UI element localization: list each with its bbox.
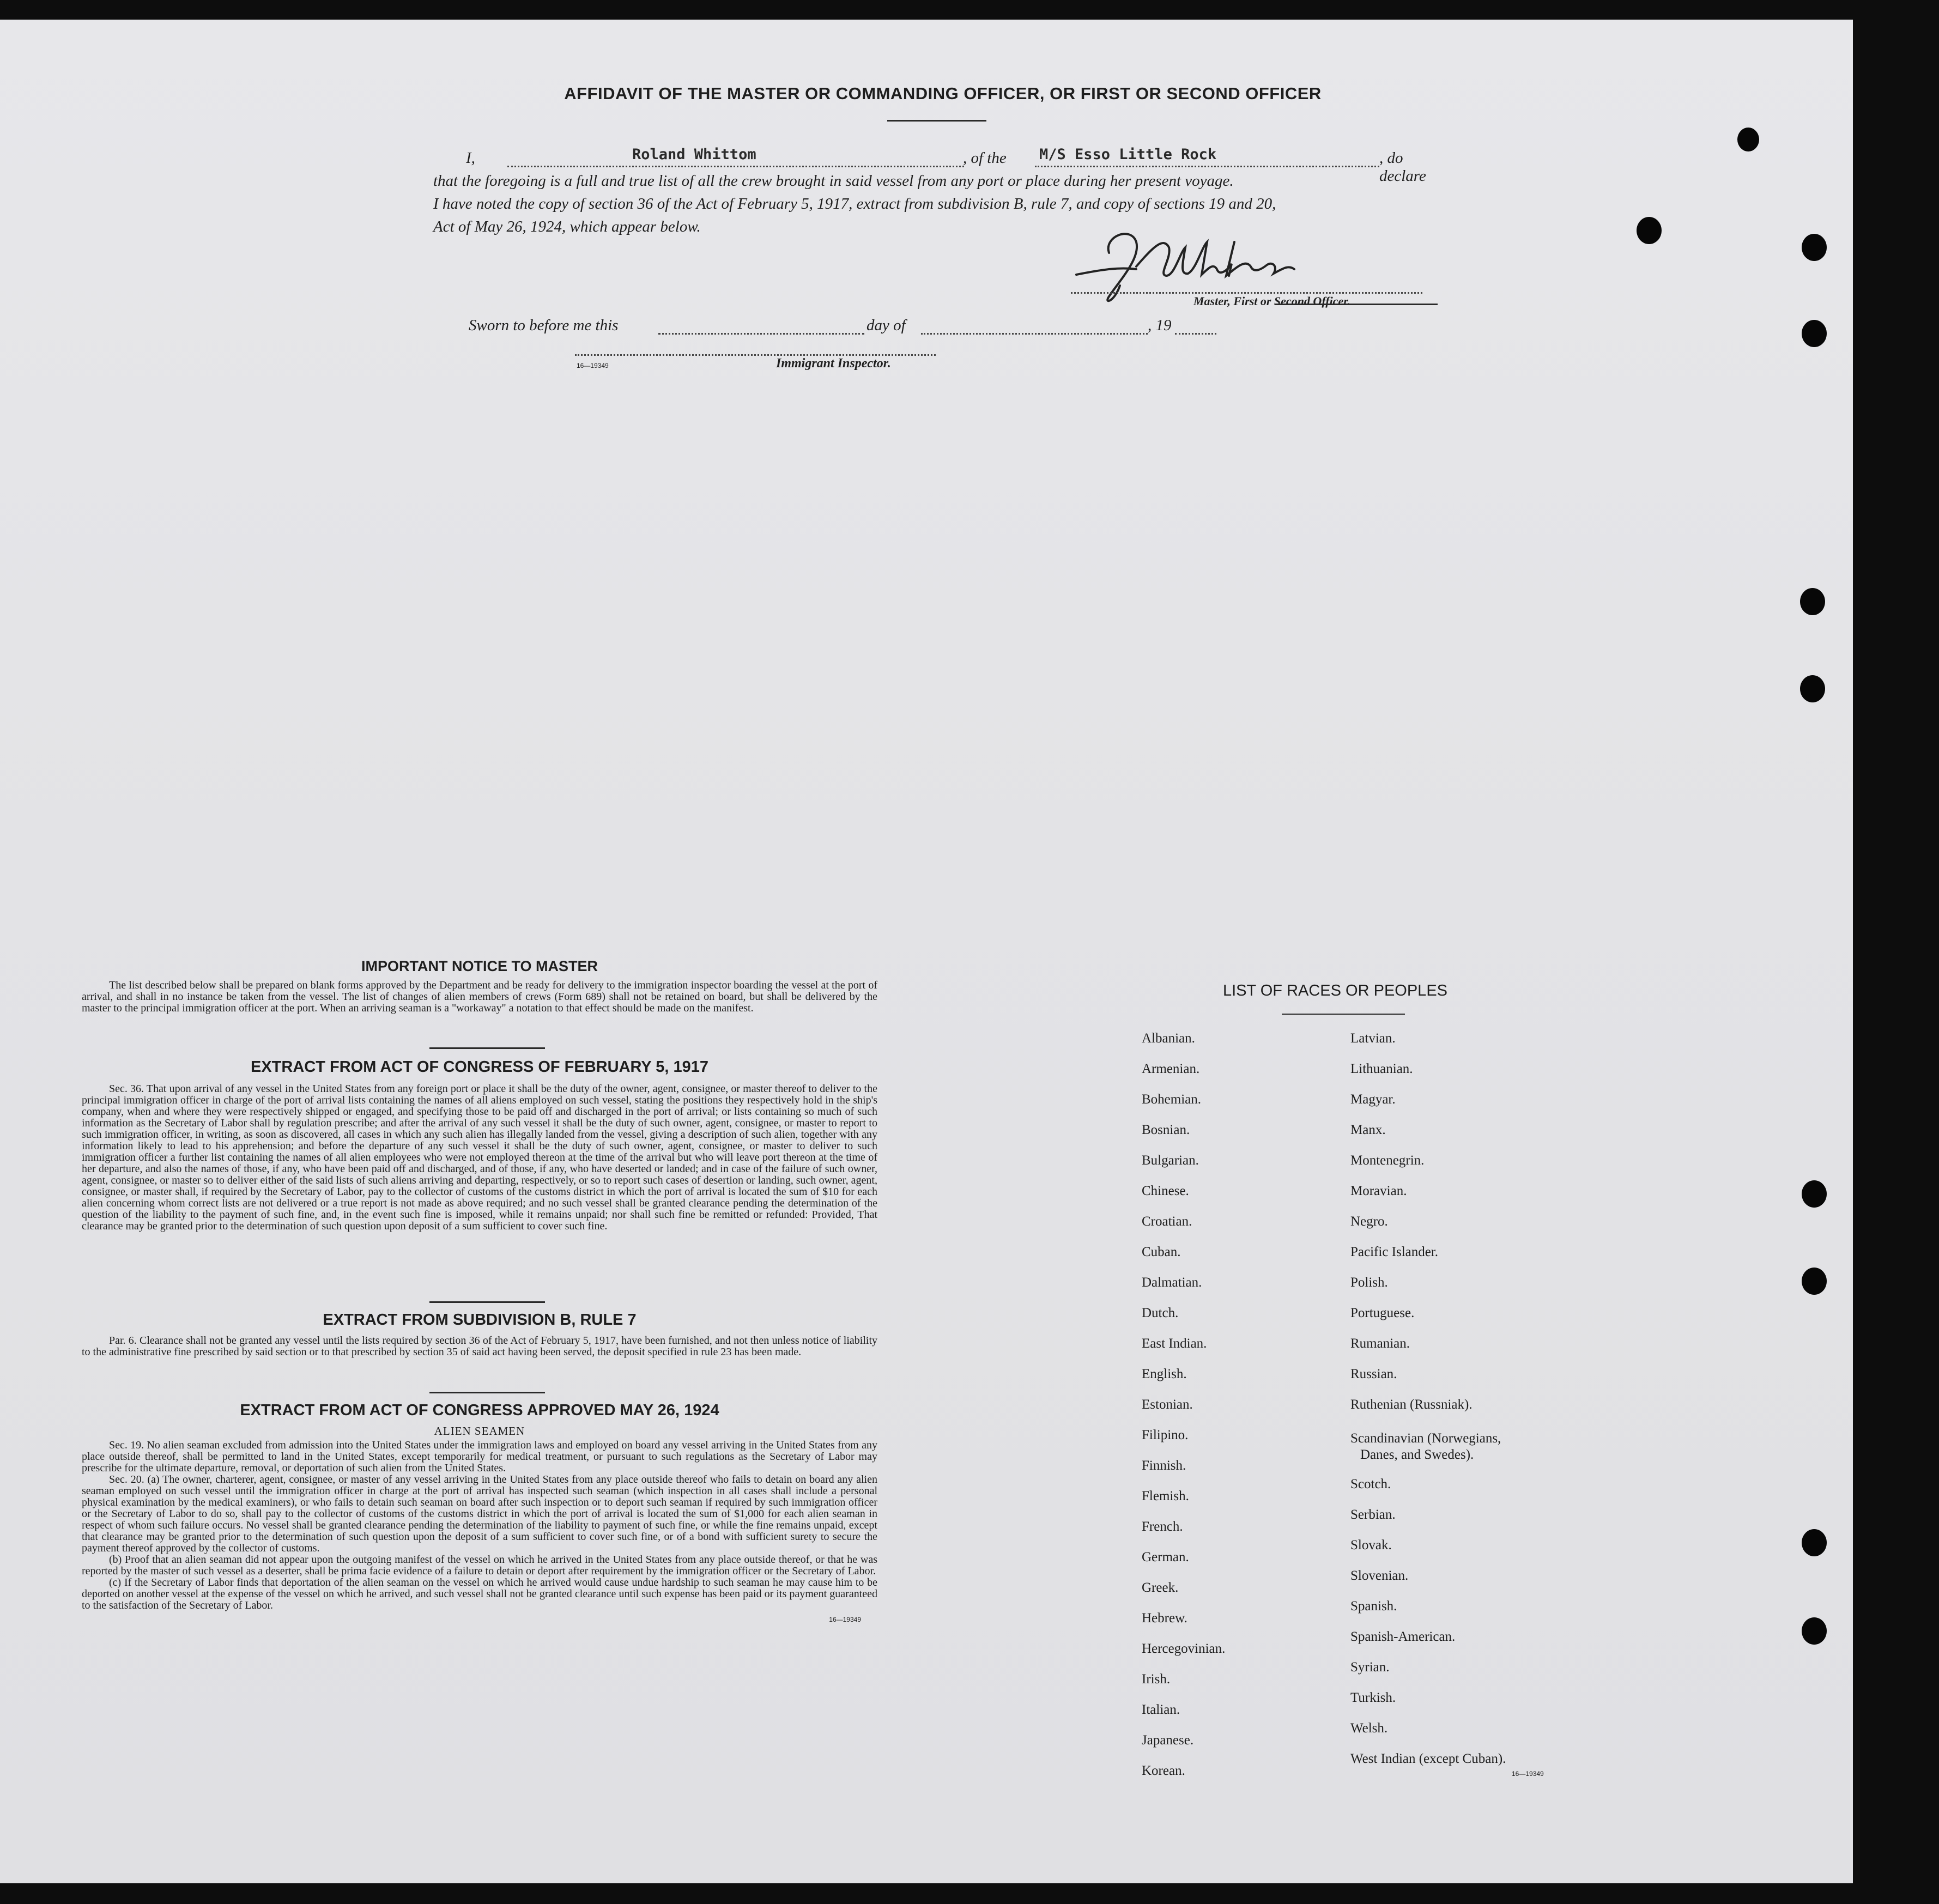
race-item: Irish. bbox=[1142, 1672, 1171, 1687]
punch-hole bbox=[1802, 1529, 1827, 1556]
race-item: Polish. bbox=[1350, 1275, 1388, 1290]
race-item: Italian. bbox=[1142, 1702, 1180, 1717]
race-item: Chinese. bbox=[1142, 1184, 1189, 1198]
race-item: Spanish. bbox=[1350, 1599, 1397, 1614]
race-item: Pacific Islander. bbox=[1350, 1245, 1439, 1259]
races-title: LIST OF RACES OR PEOPLES bbox=[1222, 982, 1448, 999]
sworn-line bbox=[469, 317, 1232, 341]
race-item: Scandinavian (Norwegians, bbox=[1350, 1431, 1501, 1446]
race-item: Bosnian. bbox=[1142, 1123, 1190, 1137]
affidavit-title: AFFIDAVIT OF THE MASTER OR COMMANDING OFFICER, OR FIRST OR SECOND OFFICER bbox=[564, 84, 1322, 103]
section-divider bbox=[429, 1392, 545, 1393]
punch-hole bbox=[1802, 1180, 1827, 1208]
race-item: Scotch. bbox=[1350, 1477, 1391, 1491]
race-item: Serbian. bbox=[1350, 1507, 1396, 1522]
sec-19: Sec. 19. No alien seaman excluded from admission into the United States under the immigration laws and employed on board any vessel arriving in the United States from any place outside thereof, shall be permitted to land in the United States, except temporarily for medical treatment, or pursuant to such regulations as the Secretary of Labor may prescribe for the ultimate departure, removal, or deportation of such alien from the United States. bbox=[82, 1439, 877, 1474]
race-item: Korean. bbox=[1142, 1763, 1185, 1778]
race-item: Croatian. bbox=[1142, 1214, 1192, 1229]
section-divider bbox=[429, 1047, 545, 1049]
vessel-name-field[interactable]: M/S Esso Little Rock bbox=[1039, 146, 1217, 163]
race-item: Flemish. bbox=[1142, 1489, 1189, 1503]
race-item: Albanian. bbox=[1142, 1031, 1195, 1046]
race-item: Lithuanian. bbox=[1350, 1062, 1413, 1076]
extract-rule7-title: EXTRACT FROM SUBDIVISION B, RULE 7 bbox=[323, 1311, 637, 1329]
race-item: German. bbox=[1142, 1550, 1189, 1565]
document-page bbox=[0, 20, 1853, 1883]
day-of-label: day of bbox=[867, 317, 906, 334]
races-left-column bbox=[1142, 1031, 1338, 1794]
race-item: Turkish. bbox=[1350, 1690, 1396, 1705]
punch-hole bbox=[1737, 128, 1759, 151]
race-item: Ruthenian (Russniak). bbox=[1350, 1397, 1473, 1412]
race-item: Manx. bbox=[1350, 1123, 1386, 1137]
race-item: Portuguese. bbox=[1350, 1306, 1415, 1320]
year-label: , 19 bbox=[1148, 317, 1172, 334]
race-item: Welsh. bbox=[1350, 1721, 1388, 1736]
punch-hole bbox=[1802, 1617, 1827, 1645]
punch-hole bbox=[1800, 675, 1825, 702]
race-item: Dalmatian. bbox=[1142, 1275, 1202, 1290]
extract-1917-body: Sec. 36. That upon arrival of any vessel in the United States from any foreign port or place it shall be the duty of the owner, agent, consignee, or master thereof to deliver to the principal immigration officer in charge of the port of arrival lists containing the names of all aliens employed on such vessel, stating the positions they respectively hold in the ship's company, when and where they were respectively shipped or engaged, and specifying those to be paid off and discharged in the port of arrival; or lists containing so much of such information as the Secretary of Labor shall by regulation prescribe; and after the arrival of any such vessel it shall be the duty of such owner, agent, consignee, or master to report to such immigration officer, in writing, as soon as discovered, all cases in which any such alien has illegally landed from the vessel, giving a description of such alien, together with any information likely to lead to his apprehension; and before the departure of any such vessel it shall be the duty of such owner, agent, consignee, or master to deliver to such immigration officer a further list containing the names of all alien employees who were not employed thereon at the time of the arrival but who will leave port thereon at the time of her departure, and also the names of those, if any, who have been paid off and discharged, and of those, if any, who have deserted or landed; and in case of the failure of such owner, agent, consignee, or master so to deliver either of the said lists of such aliens arriving and departing, respectively, or so to report such cases of desertion or landing, such owner, agent, consignee, or master shall, if required by the Secretary of Labor, pay to the collector of customs of the customs district in which the port of arrival is located the sum of $10 for each alien concerning whom correct lists are not delivered or a true report is not made as above required; and no such vessel shall be granted clearance pending the determination of the question of the liability to the payment of such fine, and, in the event such fine is imposed, while it remains unpaid; nor shall such fine be remitted or refunded: Provided, That clearance may be granted prior to the determination of such question upon deposit of a sum sufficient to cover such fine. bbox=[82, 1083, 877, 1232]
race-item: Finnish. bbox=[1142, 1458, 1186, 1473]
race-item: Syrian. bbox=[1350, 1660, 1390, 1675]
race-item: Moravian. bbox=[1350, 1184, 1407, 1198]
i-label: I, bbox=[466, 149, 475, 167]
race-item: West Indian (except Cuban). bbox=[1350, 1751, 1506, 1766]
race-item: Bohemian. bbox=[1142, 1092, 1202, 1107]
signature-caption: Master, First or Second Officer. bbox=[1193, 294, 1351, 308]
sworn-label: Sworn to before me this bbox=[469, 317, 619, 334]
section-divider bbox=[429, 1301, 545, 1303]
sec-20b: (b) Proof that an alien seaman did not appear upon the outgoing manifest of the vessel on which he arrived in the United States from any place outside thereof, or that he was reported by the master of such vessel as a deserter, shall be prima facie evidence of a failure to detain or deport after requirement by the immigration officer or the Secretary of Labor. bbox=[82, 1554, 877, 1577]
punch-hole bbox=[1802, 320, 1827, 347]
race-item: Negro. bbox=[1350, 1214, 1388, 1229]
form-number: 16—19349 bbox=[577, 362, 609, 369]
punch-hole bbox=[1637, 217, 1662, 244]
title-divider bbox=[887, 120, 986, 122]
sec-20c: (c) If the Secretary of Labor finds that deportation of the alien seaman on the vessel on which he arrived would cause undue hardship to such seaman he may cause him to be deported on another vessel at the expense of the vessel on which he arrived, and such vessel shall not be granted clearance until such expense has been paid or its payment guaranteed to the satisfaction of the Secretary of Labor. bbox=[82, 1576, 877, 1611]
of-the-label: , of the bbox=[963, 149, 1007, 167]
race-item: Estonian. bbox=[1142, 1397, 1193, 1412]
race-item: Armenian. bbox=[1142, 1062, 1200, 1076]
race-item: French. bbox=[1142, 1519, 1183, 1534]
inspector-signature-line[interactable] bbox=[575, 354, 936, 356]
race-item: Bulgarian. bbox=[1142, 1153, 1199, 1168]
inspector-label: Immigrant Inspector. bbox=[776, 356, 891, 371]
declaration-line-4: Act of May 26, 1924, which appear below. bbox=[433, 218, 701, 235]
race-item: Slovenian. bbox=[1350, 1568, 1409, 1583]
strike-line bbox=[1275, 304, 1438, 305]
race-item: Russian. bbox=[1350, 1367, 1397, 1381]
race-item: Cuban. bbox=[1142, 1245, 1181, 1259]
race-item: East Indian. bbox=[1142, 1336, 1207, 1351]
race-item: Magyar. bbox=[1350, 1092, 1396, 1107]
race-item: Japanese. bbox=[1142, 1733, 1194, 1748]
notice-title: IMPORTANT NOTICE TO MASTER bbox=[361, 958, 598, 974]
race-item: Greek. bbox=[1142, 1580, 1179, 1595]
race-item: Hebrew. bbox=[1142, 1611, 1187, 1626]
declaration-line-2: that the foregoing is a full and true list of all the crew brought in said vessel from any port or place during her present voyage. bbox=[433, 172, 1234, 190]
race-item: Hercegovinian. bbox=[1142, 1641, 1226, 1656]
punch-hole bbox=[1802, 234, 1827, 261]
races-right-column bbox=[1350, 1031, 1612, 1778]
declare-label: , do declare bbox=[1379, 149, 1426, 185]
race-item: Slovak. bbox=[1350, 1538, 1392, 1553]
declaration-line-3: I have noted the copy of section 36 of the Act of February 5, 1917, extract from subdivision B, rule 7, and copy of sections 19 and 20, bbox=[433, 195, 1276, 213]
race-item: Rumanian. bbox=[1350, 1336, 1410, 1351]
notice-body: The list described below shall be prepared on blank forms approved by the Department and be ready for delivery to the immigration inspector boarding the vessel at the port of arrival, and shall in no instance be taken from the vessel. The list of changes of alien members of crews (Form 689) shall not be retained on board, but shall be delivered by the master to the principal immigration officer at the port. When an arriving seaman is a "workaway" a notation to that effect should be made on the manifest. bbox=[82, 979, 877, 1014]
race-item: English. bbox=[1142, 1367, 1187, 1381]
punch-hole bbox=[1802, 1268, 1827, 1295]
master-name-field[interactable]: Roland Whittom bbox=[632, 146, 756, 163]
extract-rule7-body: Par. 6. Clearance shall not be granted any vessel until the lists required by section 36 of the Act of February 5, 1917, have been furnished, and not then unless notice of liability to the administrative fine prescribed by said section or to that prescribed by section 35 of said act having been served, the deposit specified in rule 23 has been made. bbox=[82, 1335, 877, 1358]
section-divider bbox=[1282, 1014, 1405, 1015]
race-item: Danes, and Swedes). bbox=[1360, 1447, 1474, 1462]
race-item: Filipino. bbox=[1142, 1428, 1189, 1442]
punch-hole bbox=[1800, 588, 1825, 615]
race-item: Montenegrin. bbox=[1350, 1153, 1425, 1168]
extract-1924-title: EXTRACT FROM ACT OF CONGRESS APPROVED MAY 26, 1924 bbox=[240, 1402, 719, 1419]
form-number: 16—19349 bbox=[829, 1616, 861, 1623]
extract-1917-title: EXTRACT FROM ACT OF CONGRESS OF FEBRUARY 5, 1917 bbox=[250, 1058, 709, 1076]
race-item: Dutch. bbox=[1142, 1306, 1179, 1320]
form-number: 16—19349 bbox=[1512, 1770, 1544, 1778]
race-item: Latvian. bbox=[1350, 1031, 1396, 1046]
sec-20a: Sec. 20. (a) The owner, charterer, agent, consignee, or master of any vessel arriving in the United States from any place outside thereof who fails to detain on board any alien seaman employed on such vessel until the immigration officer in charge at the port of arrival has inspected such seaman (which inspection in all cases shall include a personal physical examination by the medical examiners), or who fails to detain such seaman on board after such inspection or to deport such seaman if required by such immigration officer or the Secretary of Labor to do so, shall pay to the collector of customs of the customs district in which the port of arrival is located the sum of $1,000 for each alien seaman in respect of whom such failure occurs. No vessel shall be granted clearance pending the determination of the liability to payment of such fine, or while the fine remains unpaid, except that clearance may be granted prior to the determination of such question upon the deposit of a sum sufficient to cover such fine, or of a bond with sufficient surety to secure the payment thereof approved by the collector of customs. bbox=[82, 1474, 877, 1554]
extract-1924-body bbox=[82, 1440, 877, 1623]
race-item: Spanish-American. bbox=[1350, 1629, 1456, 1644]
extract-1924-subtitle: ALIEN SEAMEN bbox=[434, 1424, 525, 1438]
